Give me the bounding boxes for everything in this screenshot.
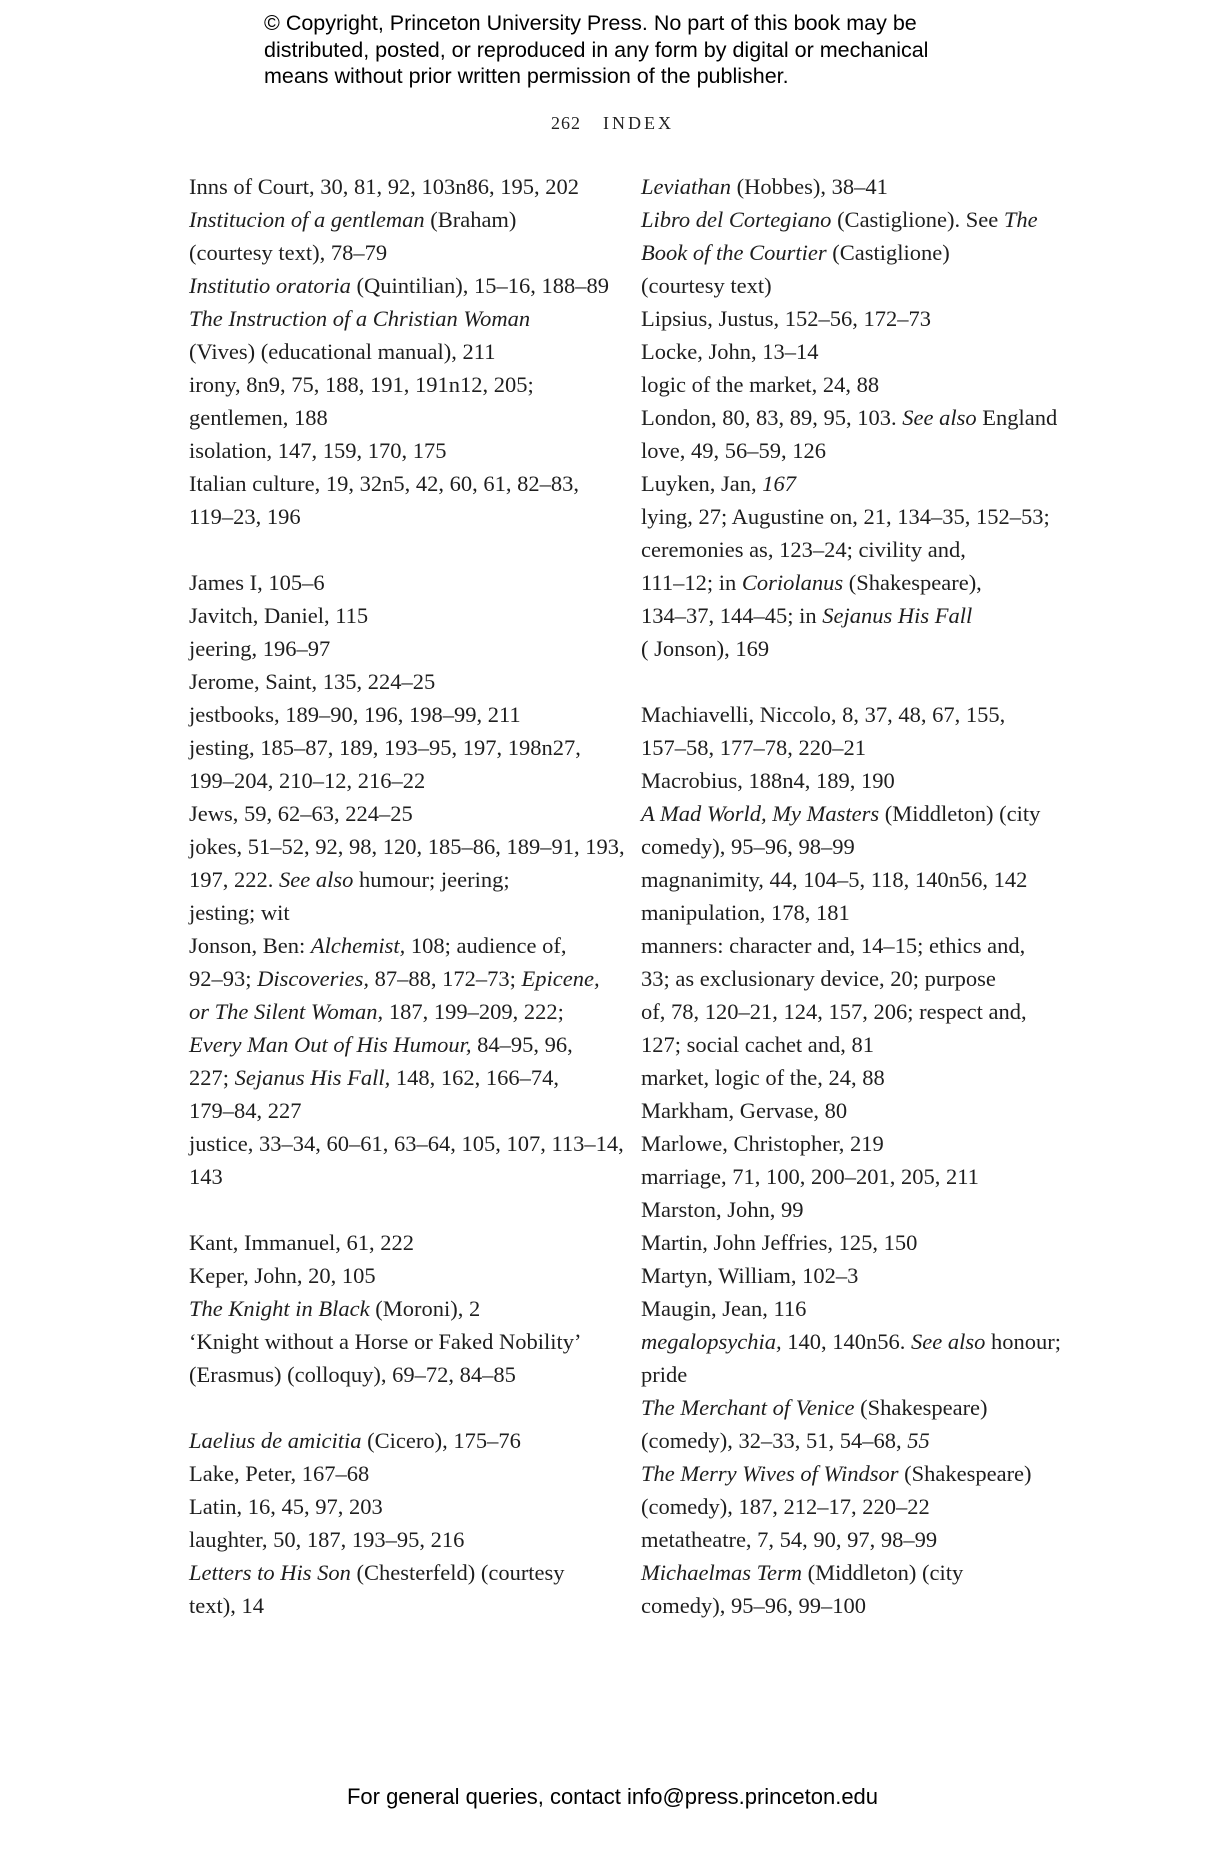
index-text: (Quintilian), 15–16, 188–89 bbox=[350, 273, 610, 298]
index-entry bbox=[641, 1259, 1071, 1292]
index-entry-line bbox=[641, 1292, 1071, 1325]
index-text: (Shakespeare) bbox=[854, 1395, 988, 1420]
index-text: 111–12; in bbox=[641, 570, 742, 595]
index-entry bbox=[641, 1292, 1071, 1325]
index-entry-line bbox=[189, 1226, 609, 1259]
index-entry bbox=[189, 1127, 624, 1193]
index-text: Locke, John, 13–14 bbox=[641, 339, 819, 364]
index-text: jokes, 51–52, 92, 98, 120, 185–86, 189–91, 193, bbox=[189, 834, 625, 859]
index-text: 187, 199–209, 222; bbox=[383, 999, 564, 1024]
index-entry-line bbox=[189, 1094, 609, 1127]
index-entry-line bbox=[189, 830, 625, 863]
index-entry bbox=[641, 1160, 1071, 1193]
index-text: Italian culture, 19, 32n5, 42, 60, 61, 82–83, bbox=[189, 471, 579, 496]
copyright-line: © Copyright, Princeton University Press. No part of this book may be bbox=[264, 11, 917, 35]
index-text: Kant, Immanuel, 61, 222 bbox=[189, 1230, 414, 1255]
index-entry bbox=[189, 1292, 609, 1325]
index-italic-text: Sejanus His Fall, bbox=[234, 1065, 391, 1090]
index-text: Luyken, Jan, bbox=[641, 471, 763, 496]
index-entry-line bbox=[189, 1160, 609, 1193]
index-entry-line bbox=[641, 1061, 1071, 1094]
index-text: metatheatre, 7, 54, 90, 97, 98–99 bbox=[641, 1527, 938, 1552]
index-entry bbox=[189, 929, 609, 1127]
index-entry bbox=[641, 1094, 1071, 1127]
index-entry-line bbox=[641, 401, 1071, 434]
index-entry-line bbox=[189, 566, 609, 599]
index-text: 227; bbox=[189, 1065, 235, 1090]
index-text: England bbox=[976, 405, 1058, 430]
index-entry bbox=[641, 203, 1071, 302]
index-text: James I, 105–6 bbox=[189, 570, 325, 595]
index-text: (Shakespeare), bbox=[843, 570, 982, 595]
index-text: marriage, 71, 100, 200–201, 205, 211 bbox=[641, 1164, 979, 1189]
index-text: manners: character and, 14–15; ethics and, bbox=[641, 933, 1026, 958]
index-text: (Chesterfeld) (courtesy bbox=[350, 1560, 565, 1585]
index-entry-line bbox=[641, 698, 1071, 731]
index-entry bbox=[641, 467, 1071, 500]
index-entry bbox=[641, 170, 1071, 203]
index-text: (Castiglione). See bbox=[831, 207, 1004, 232]
index-text: (courtesy text) bbox=[641, 273, 772, 298]
index-text: (Moroni), 2 bbox=[369, 1296, 481, 1321]
index-entry bbox=[189, 698, 609, 731]
index-entry-line bbox=[641, 1523, 1071, 1556]
index-entry bbox=[641, 1061, 1071, 1094]
letter-group-gap bbox=[189, 533, 609, 566]
index-entry-line bbox=[189, 170, 609, 203]
index-entry-line bbox=[641, 929, 1071, 962]
index-text: gentlemen, 188 bbox=[189, 405, 328, 430]
index-text: 157–58, 177–78, 220–21 bbox=[641, 735, 866, 760]
index-entry-line bbox=[189, 599, 609, 632]
letter-group-gap bbox=[189, 1391, 609, 1424]
index-entry-line bbox=[641, 533, 1071, 566]
index-italic-text: See also bbox=[279, 867, 354, 892]
index-text: Martyn, William, 102–3 bbox=[641, 1263, 859, 1288]
index-entry-line bbox=[641, 632, 1071, 665]
index-text: (Shakespeare) bbox=[898, 1461, 1032, 1486]
index-text: 119–23, 196 bbox=[189, 504, 301, 529]
index-text: 140, 140n56. bbox=[781, 1329, 911, 1354]
index-entry bbox=[189, 302, 609, 368]
index-text: Martin, John Jeffries, 125, 150 bbox=[641, 1230, 918, 1255]
index-entry-line bbox=[189, 863, 609, 896]
index-italic-text: Libro del Cortegiano bbox=[641, 207, 832, 232]
index-italic-text: Institucion of a gentleman bbox=[189, 207, 425, 232]
index-entry bbox=[189, 368, 609, 434]
index-text: (Erasmus) (colloquy), 69–72, 84–85 bbox=[189, 1362, 516, 1387]
index-text: comedy), 95–96, 98–99 bbox=[641, 834, 855, 859]
index-entry-line bbox=[641, 1094, 1071, 1127]
index-entry bbox=[189, 566, 609, 599]
index-text: (courtesy text), 78–79 bbox=[189, 240, 388, 265]
index-entry-line bbox=[189, 797, 609, 830]
index-entry bbox=[189, 1523, 609, 1556]
index-text: 179–84, 227 bbox=[189, 1098, 302, 1123]
index-text: (Middleton) (city bbox=[879, 801, 1041, 826]
index-entry-line bbox=[641, 830, 1071, 863]
index-italic-text: Book of the Courtier bbox=[641, 240, 827, 265]
index-entry bbox=[189, 731, 609, 797]
index-entry-line bbox=[189, 269, 610, 302]
index-text: of, 78, 120–21, 124, 157, 206; respect and, bbox=[641, 999, 1027, 1024]
index-entry bbox=[641, 368, 1071, 401]
index-text: ceremonies as, 123–24; civility and, bbox=[641, 537, 966, 562]
index-entry-line bbox=[189, 434, 609, 467]
index-italic-text: Letters to His Son bbox=[189, 1560, 351, 1585]
index-text: (comedy), 187, 212–17, 220–22 bbox=[641, 1494, 930, 1519]
index-text: Marlowe, Christopher, 219 bbox=[641, 1131, 884, 1156]
index-entry-line bbox=[189, 665, 609, 698]
index-text: 87–88, 172–73; bbox=[368, 966, 522, 991]
index-entry bbox=[641, 896, 1071, 929]
index-entry-line bbox=[189, 368, 609, 401]
index-italic-text: Epicene, bbox=[521, 966, 600, 991]
running-head bbox=[0, 113, 1225, 134]
index-entry-line bbox=[641, 1193, 1071, 1226]
index-text: 199–204, 210–12, 216–22 bbox=[189, 768, 426, 793]
copyright-line: distributed, posted, or reproduced in any form by digital or mechanical bbox=[264, 37, 929, 62]
index-entry-line bbox=[641, 368, 1071, 401]
index-text: Lake, Peter, 167–68 bbox=[189, 1461, 370, 1486]
index-italic-text: Laelius de amicitia bbox=[189, 1428, 362, 1453]
index-entry bbox=[641, 434, 1071, 467]
index-text: market, logic of the, 24, 88 bbox=[641, 1065, 885, 1090]
letter-group-gap bbox=[641, 665, 1071, 698]
index-text: jeering, 196–97 bbox=[189, 636, 331, 661]
index-text: Jews, 59, 62–63, 224–25 bbox=[189, 801, 413, 826]
index-text: (Middleton) (city bbox=[802, 1560, 964, 1585]
index-text: pride bbox=[641, 1362, 688, 1387]
index-entry-line bbox=[189, 929, 609, 962]
index-entry-line bbox=[641, 1259, 1071, 1292]
index-entry-line bbox=[641, 1457, 1071, 1490]
index-entry bbox=[641, 1523, 1071, 1556]
index-text: laughter, 50, 187, 193–95, 216 bbox=[189, 1527, 465, 1552]
index-italic-text: The Merchant of Venice bbox=[641, 1395, 855, 1420]
index-text: ‘Knight without a Horse or Faked Nobility’ bbox=[189, 1329, 582, 1354]
index-italic-text: The Merry Wives of Windsor bbox=[641, 1461, 899, 1486]
letter-group-gap bbox=[189, 1193, 609, 1226]
index-italic-text: Sejanus His Fall bbox=[822, 603, 973, 628]
index-italic-text: Institutio oratoria bbox=[189, 273, 351, 298]
index-entry-line bbox=[641, 1226, 1071, 1259]
index-entry-line bbox=[189, 1061, 609, 1094]
index-entry bbox=[189, 1490, 609, 1523]
index-text: 127; social cachet and, 81 bbox=[641, 1032, 875, 1057]
index-italic-text: Discoveries, bbox=[257, 966, 369, 991]
index-entry-line bbox=[189, 1259, 609, 1292]
index-text: 143 bbox=[189, 1164, 223, 1189]
index-entry bbox=[189, 269, 609, 302]
index-entry-line bbox=[641, 1127, 1071, 1160]
index-entry bbox=[189, 632, 609, 665]
index-text: isolation, 147, 159, 170, 175 bbox=[189, 438, 447, 463]
index-text: Macrobius, 188n4, 189, 190 bbox=[641, 768, 895, 793]
index-text: comedy), 95–96, 99–100 bbox=[641, 1593, 866, 1618]
index-italic-text: Michaelmas Term bbox=[641, 1560, 803, 1585]
index-text: irony, 8n9, 75, 188, 191, 191n12, 205; bbox=[189, 372, 534, 397]
index-entry-line bbox=[641, 269, 1071, 302]
index-entry bbox=[189, 1226, 609, 1259]
index-text: logic of the market, 24, 88 bbox=[641, 372, 880, 397]
index-italic-text: A Mad World, My Masters bbox=[641, 801, 880, 826]
index-italic-text: The bbox=[1003, 207, 1038, 232]
index-text: ( Jonson), 169 bbox=[641, 636, 770, 661]
index-entry-line bbox=[189, 698, 609, 731]
index-entry bbox=[641, 302, 1071, 335]
index-entry-line bbox=[641, 170, 1071, 203]
index-text: Javitch, Daniel, 115 bbox=[189, 603, 369, 628]
index-entry bbox=[641, 401, 1071, 434]
index-italic-text: or The Silent Woman, bbox=[189, 999, 384, 1024]
index-entry-line bbox=[641, 764, 1071, 797]
index-entry-line bbox=[189, 1589, 609, 1622]
index-text: Machiavelli, Niccolo, 8, 37, 48, 67, 155, bbox=[641, 702, 1006, 727]
index-entry-line bbox=[641, 1424, 1071, 1457]
index-italic-text: See also bbox=[910, 1329, 986, 1354]
index-italic-text: See also bbox=[902, 405, 977, 430]
index-entry-line bbox=[641, 236, 1071, 269]
index-entry bbox=[641, 1226, 1071, 1259]
index-entry-line bbox=[189, 632, 609, 665]
index-entry-line bbox=[189, 467, 609, 500]
index-entry bbox=[189, 830, 625, 929]
index-text: jestbooks, 189–90, 196, 198–99, 211 bbox=[189, 702, 521, 727]
index-text: (Cicero), 175–76 bbox=[361, 1428, 521, 1453]
index-entry bbox=[189, 797, 609, 830]
index-text: lying, 27; Augustine on, 21, 134–35, 152–53; bbox=[641, 504, 1050, 529]
index-entry bbox=[189, 1259, 609, 1292]
index-entry-line bbox=[641, 797, 1071, 830]
index-entry-line bbox=[641, 1160, 1071, 1193]
index-entry-line bbox=[641, 566, 1071, 599]
index-entry-line bbox=[189, 302, 609, 335]
index-entry-line bbox=[641, 302, 1071, 335]
index-text: text), 14 bbox=[189, 1593, 264, 1618]
index-entry bbox=[641, 929, 1071, 1061]
index-entry bbox=[641, 1193, 1071, 1226]
index-entry bbox=[189, 467, 609, 533]
page-number: 262 bbox=[551, 113, 581, 133]
index-entry-line bbox=[189, 1127, 624, 1160]
index-text: Maugin, Jean, 116 bbox=[641, 1296, 807, 1321]
index-entry-line bbox=[641, 500, 1071, 533]
index-entry bbox=[189, 434, 609, 467]
index-entry bbox=[641, 1127, 1071, 1160]
index-entry bbox=[189, 1424, 609, 1457]
index-italic-text: 55 bbox=[907, 1428, 930, 1453]
index-italic-text: The Instruction of a Christian Woman bbox=[189, 306, 531, 331]
index-entry-line bbox=[189, 401, 609, 434]
index-text: jesting, 185–87, 189, 193–95, 197, 198n27, bbox=[189, 735, 581, 760]
index-text: 84–95, 96, bbox=[471, 1032, 573, 1057]
index-entry-line bbox=[641, 1325, 1071, 1358]
index-entry-line bbox=[189, 1292, 609, 1325]
index-italic-text: Leviathan bbox=[641, 174, 731, 199]
index-entry-line bbox=[641, 962, 1071, 995]
index-entry-line bbox=[641, 1358, 1071, 1391]
index-entry-line bbox=[189, 1490, 609, 1523]
index-entry-line bbox=[189, 896, 609, 929]
index-text: (comedy), 32–33, 51, 54–68, bbox=[641, 1428, 908, 1453]
index-entry-line bbox=[189, 764, 609, 797]
index-text: manipulation, 178, 181 bbox=[641, 900, 850, 925]
index-text: jesting; wit bbox=[189, 900, 290, 925]
index-entry-line bbox=[189, 1556, 609, 1589]
index-text: London, 80, 83, 89, 95, 103. bbox=[641, 405, 903, 430]
index-entry-line bbox=[641, 1589, 1071, 1622]
index-entry-line bbox=[189, 995, 609, 1028]
index-entry bbox=[641, 1556, 1071, 1622]
index-entry bbox=[641, 500, 1071, 665]
index-text: Inns of Court, 30, 81, 92, 103n86, 195, 202 bbox=[189, 174, 579, 199]
index-text: honour; bbox=[985, 1329, 1061, 1354]
index-entry-line bbox=[641, 203, 1071, 236]
index-column-left bbox=[189, 170, 625, 1622]
index-entry-line bbox=[189, 1523, 609, 1556]
index-text: Latin, 16, 45, 97, 203 bbox=[189, 1494, 383, 1519]
index-entry bbox=[189, 1325, 609, 1391]
index-italic-text: The Knight in Black bbox=[189, 1296, 370, 1321]
index-entry-line bbox=[641, 1391, 1071, 1424]
index-text: 148, 162, 166–74, bbox=[390, 1065, 560, 1090]
index-text: humour; jeering; bbox=[353, 867, 510, 892]
index-entry-line bbox=[641, 863, 1071, 896]
index-entry-line bbox=[641, 1556, 1071, 1589]
index-text: magnanimity, 44, 104–5, 118, 140n56, 142 bbox=[641, 867, 1028, 892]
index-entry-line bbox=[641, 995, 1071, 1028]
index-italic-text: 167 bbox=[762, 471, 796, 496]
index-entry bbox=[189, 665, 609, 698]
index-text: 197, 222. bbox=[189, 867, 279, 892]
index-text: Keper, John, 20, 105 bbox=[189, 1263, 376, 1288]
index-entry bbox=[641, 797, 1071, 863]
index-entry-line bbox=[641, 335, 1071, 368]
index-text: (Hobbes), 38–41 bbox=[731, 174, 888, 199]
index-entry bbox=[641, 335, 1071, 368]
index-text: love, 49, 56–59, 126 bbox=[641, 438, 826, 463]
index-entry-line bbox=[641, 1028, 1071, 1061]
index-entry bbox=[641, 863, 1071, 896]
index-text: Marston, John, 99 bbox=[641, 1197, 804, 1222]
index-text: Markham, Gervase, 80 bbox=[641, 1098, 848, 1123]
index-column-right bbox=[641, 170, 1071, 1622]
index-text: 92–93; bbox=[189, 966, 258, 991]
index-entry-line bbox=[189, 1358, 609, 1391]
index-entry-line bbox=[189, 1424, 609, 1457]
index-italic-text: Alchemist, bbox=[310, 933, 406, 958]
index-entry-line bbox=[189, 335, 609, 368]
index-text: 134–37, 144–45; in bbox=[641, 603, 823, 628]
index-text: Jerome, Saint, 135, 224–25 bbox=[189, 669, 436, 694]
footer-contact: For general queries, contact info@press.princeton.edu bbox=[346, 1784, 879, 1809]
section-title: INDEX bbox=[603, 113, 674, 133]
index-entry bbox=[189, 599, 609, 632]
index-italic-text: megalopsychia, bbox=[641, 1329, 782, 1354]
index-text: Lipsius, Justus, 152–56, 172–73 bbox=[641, 306, 932, 331]
index-entry bbox=[641, 1391, 1071, 1457]
index-entry-line bbox=[641, 599, 1071, 632]
index-entry-line bbox=[189, 1457, 609, 1490]
index-entry bbox=[189, 203, 609, 269]
index-entry bbox=[189, 170, 609, 203]
index-entry bbox=[641, 764, 1071, 797]
index-text: (Braham) bbox=[424, 207, 517, 232]
index-entry-line bbox=[641, 896, 1071, 929]
index-entry bbox=[641, 1325, 1071, 1391]
index-entry bbox=[641, 1457, 1071, 1523]
index-text: (Vives) (educational manual), 211 bbox=[189, 339, 496, 364]
index-text: 33; as exclusionary device, 20; purpose bbox=[641, 966, 996, 991]
index-text: (Castiglione) bbox=[826, 240, 950, 265]
index-text: 108; audience of, bbox=[405, 933, 567, 958]
index-italic-text: Coriolanus bbox=[741, 570, 844, 595]
index-entry-line bbox=[189, 1325, 609, 1358]
index-entry bbox=[641, 698, 1071, 764]
index-entry-line bbox=[641, 467, 1071, 500]
index-entry-line bbox=[189, 500, 609, 533]
index-entry-line bbox=[641, 434, 1071, 467]
copyright-notice bbox=[264, 10, 1024, 90]
index-entry-line bbox=[641, 731, 1071, 764]
index-text: justice, 33–34, 60–61, 63–64, 105, 107, 113–14, bbox=[189, 1131, 624, 1156]
index-entry bbox=[189, 1556, 609, 1622]
index-entry-line bbox=[189, 962, 609, 995]
index-entry-line bbox=[189, 236, 609, 269]
index-text: Jonson, Ben: bbox=[189, 933, 311, 958]
index-entry-line bbox=[641, 1490, 1071, 1523]
index-entry-line bbox=[189, 731, 609, 764]
index-entry-line bbox=[189, 203, 609, 236]
index-italic-text: Every Man Out of His Humour, bbox=[189, 1032, 472, 1057]
index-entry bbox=[189, 1457, 609, 1490]
copyright-line: means without prior written permission of the publisher. bbox=[264, 64, 789, 88]
index-entry-line bbox=[189, 1028, 609, 1061]
